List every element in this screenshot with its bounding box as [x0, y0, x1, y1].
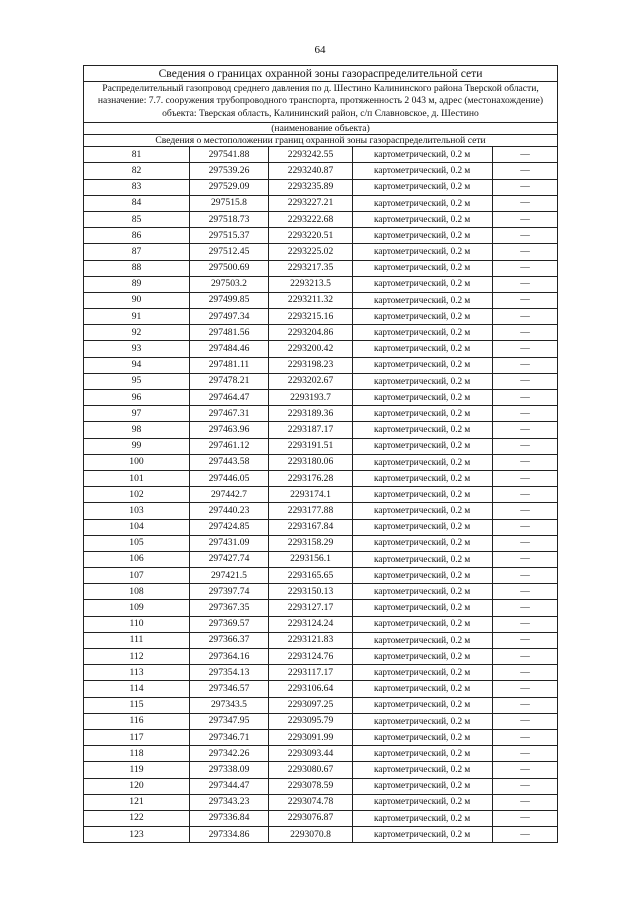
coordinate-x: 297347.95: [190, 713, 269, 729]
point-number: 90: [84, 292, 190, 308]
point-description: —: [493, 665, 558, 681]
point-number: 83: [84, 179, 190, 195]
table-row: [84, 147, 558, 163]
coordinate-y: 2293177.88: [269, 503, 353, 519]
table-row: [84, 746, 558, 762]
method-accuracy: картометрический, 0.2 м: [353, 422, 493, 438]
point-number: 105: [84, 535, 190, 551]
coordinate-y: 2293215.16: [269, 309, 353, 325]
coordinate-x: 297369.57: [190, 616, 269, 632]
point-description: —: [493, 228, 558, 244]
coordinate-y: 2293198.23: [269, 357, 353, 373]
coordinate-x: 297512.45: [190, 244, 269, 260]
coordinate-x: 297515.8: [190, 195, 269, 211]
coordinate-y: 2293117.17: [269, 665, 353, 681]
boundary-document: [83, 65, 557, 843]
point-description: —: [493, 568, 558, 584]
point-description: —: [493, 697, 558, 713]
method-accuracy: картометрический, 0.2 м: [353, 584, 493, 600]
coordinate-y: 2293176.28: [269, 470, 353, 486]
point-number: 84: [84, 195, 190, 211]
point-number: 115: [84, 697, 190, 713]
point-description: —: [493, 341, 558, 357]
coordinate-y: 2293242.55: [269, 147, 353, 163]
coordinate-x: 297354.13: [190, 665, 269, 681]
coordinate-y: 2293225.02: [269, 244, 353, 260]
method-accuracy: картометрический, 0.2 м: [353, 810, 493, 826]
table-row: [84, 276, 558, 292]
point-description: —: [493, 600, 558, 616]
point-description: —: [493, 211, 558, 227]
coordinate-y: 2293076.87: [269, 810, 353, 826]
point-description: —: [493, 616, 558, 632]
method-accuracy: картометрический, 0.2 м: [353, 292, 493, 308]
coordinate-y: 2293124.24: [269, 616, 353, 632]
coordinate-y: 2293156.1: [269, 551, 353, 567]
table-row: [84, 260, 558, 276]
coordinate-y: 2293222.68: [269, 211, 353, 227]
point-description: —: [493, 487, 558, 503]
method-accuracy: картометрический, 0.2 м: [353, 179, 493, 195]
coordinate-y: 2293240.87: [269, 163, 353, 179]
coordinate-x: 297442.7: [190, 487, 269, 503]
coordinate-x: 297427.74: [190, 551, 269, 567]
method-accuracy: картометрический, 0.2 м: [353, 211, 493, 227]
coordinate-y: 2293093.44: [269, 746, 353, 762]
method-accuracy: картометрический, 0.2 м: [353, 406, 493, 422]
coordinate-y: 2293150.13: [269, 584, 353, 600]
method-accuracy: картометрический, 0.2 м: [353, 341, 493, 357]
method-accuracy: картометрический, 0.2 м: [353, 778, 493, 794]
table-row: [84, 535, 558, 551]
point-number: 99: [84, 438, 190, 454]
point-description: —: [493, 778, 558, 794]
table-row: [84, 454, 558, 470]
coordinate-y: 2293078.59: [269, 778, 353, 794]
point-number: 108: [84, 584, 190, 600]
coordinate-x: 297440.23: [190, 503, 269, 519]
coordinate-x: 297424.85: [190, 519, 269, 535]
method-accuracy: картометрический, 0.2 м: [353, 487, 493, 503]
method-accuracy: картометрический, 0.2 м: [353, 729, 493, 745]
method-accuracy: картометрический, 0.2 м: [353, 713, 493, 729]
method-accuracy: картометрический, 0.2 м: [353, 827, 493, 843]
page-number: 64: [314, 44, 326, 56]
point-number: 81: [84, 147, 190, 163]
coordinate-y: 2293220.51: [269, 228, 353, 244]
coordinate-x: 297443.58: [190, 454, 269, 470]
point-description: —: [493, 422, 558, 438]
table-row: [84, 584, 558, 600]
coordinate-x: 297431.09: [190, 535, 269, 551]
point-description: —: [493, 276, 558, 292]
point-number: 94: [84, 357, 190, 373]
point-description: —: [493, 260, 558, 276]
object-label: (наименование объекта): [84, 123, 558, 135]
location-label: Сведения о местоположении границ охранной зоны газораспределительной сети: [84, 135, 558, 147]
coordinate-x: 297500.69: [190, 260, 269, 276]
point-number: 82: [84, 163, 190, 179]
point-description: —: [493, 373, 558, 389]
point-description: —: [493, 713, 558, 729]
point-description: —: [493, 292, 558, 308]
point-description: —: [493, 454, 558, 470]
table-row: [84, 163, 558, 179]
header-object-label-row: [84, 123, 558, 135]
coordinate-x: 297421.5: [190, 568, 269, 584]
point-number: 87: [84, 244, 190, 260]
coordinate-x: 297461.12: [190, 438, 269, 454]
method-accuracy: картометрический, 0.2 м: [353, 649, 493, 665]
point-number: 107: [84, 568, 190, 584]
point-description: —: [493, 309, 558, 325]
table-row: [84, 794, 558, 810]
table-row: [84, 373, 558, 389]
point-description: —: [493, 827, 558, 843]
coordinate-y: 2293074.78: [269, 794, 353, 810]
coordinate-y: 2293202.67: [269, 373, 353, 389]
coordinate-x: 297346.71: [190, 729, 269, 745]
coordinate-x: 297397.74: [190, 584, 269, 600]
point-number: 102: [84, 487, 190, 503]
coordinate-x: 297334.86: [190, 827, 269, 843]
point-description: —: [493, 810, 558, 826]
coordinate-y: 2293189.36: [269, 406, 353, 422]
point-number: 97: [84, 406, 190, 422]
method-accuracy: картометрический, 0.2 м: [353, 681, 493, 697]
coordinate-x: 297503.2: [190, 276, 269, 292]
header-description-row: [84, 82, 558, 123]
method-accuracy: картометрический, 0.2 м: [353, 519, 493, 535]
table-row: [84, 762, 558, 778]
coordinate-y: 2293193.7: [269, 390, 353, 406]
point-description: —: [493, 179, 558, 195]
coordinate-y: 2293211.32: [269, 292, 353, 308]
table-row: [84, 568, 558, 584]
point-description: —: [493, 762, 558, 778]
table-row: [84, 697, 558, 713]
table-row: [84, 406, 558, 422]
method-accuracy: картометрический, 0.2 м: [353, 276, 493, 292]
coordinate-x: 297464.47: [190, 390, 269, 406]
point-description: —: [493, 244, 558, 260]
method-accuracy: картометрический, 0.2 м: [353, 568, 493, 584]
method-accuracy: картометрический, 0.2 м: [353, 373, 493, 389]
point-description: —: [493, 551, 558, 567]
method-accuracy: картометрический, 0.2 м: [353, 535, 493, 551]
coordinate-x: 297529.09: [190, 179, 269, 195]
table-row: [84, 778, 558, 794]
point-number: 122: [84, 810, 190, 826]
point-description: —: [493, 470, 558, 486]
point-number: 119: [84, 762, 190, 778]
coordinate-y: 2293191.51: [269, 438, 353, 454]
coordinate-x: 297497.34: [190, 309, 269, 325]
point-number: 116: [84, 713, 190, 729]
point-number: 89: [84, 276, 190, 292]
table-row: [84, 827, 558, 843]
method-accuracy: картометрический, 0.2 м: [353, 147, 493, 163]
document-title: Сведения о границах охранной зоны газораспределительной сети: [84, 66, 558, 82]
point-description: —: [493, 195, 558, 211]
table-row: [84, 681, 558, 697]
point-description: —: [493, 503, 558, 519]
point-description: —: [493, 729, 558, 745]
point-description: —: [493, 325, 558, 341]
coordinates-table: [83, 65, 558, 843]
table-row: [84, 632, 558, 648]
point-description: —: [493, 163, 558, 179]
method-accuracy: картометрический, 0.2 м: [353, 665, 493, 681]
point-description: —: [493, 794, 558, 810]
method-accuracy: картометрический, 0.2 м: [353, 503, 493, 519]
table-row: [84, 487, 558, 503]
method-accuracy: картометрический, 0.2 м: [353, 244, 493, 260]
method-accuracy: картометрический, 0.2 м: [353, 390, 493, 406]
point-number: 106: [84, 551, 190, 567]
table-row: [84, 422, 558, 438]
method-accuracy: картометрический, 0.2 м: [353, 438, 493, 454]
coordinate-y: 2293106.64: [269, 681, 353, 697]
coordinate-x: 297446.05: [190, 470, 269, 486]
coordinate-x: 297499.85: [190, 292, 269, 308]
table-row: [84, 470, 558, 486]
method-accuracy: картометрический, 0.2 м: [353, 600, 493, 616]
method-accuracy: картометрический, 0.2 м: [353, 632, 493, 648]
point-description: —: [493, 535, 558, 551]
coordinate-x: 297338.09: [190, 762, 269, 778]
coordinate-x: 297481.11: [190, 357, 269, 373]
header-title-row: [84, 66, 558, 82]
point-number: 123: [84, 827, 190, 843]
table-row: [84, 503, 558, 519]
point-number: 93: [84, 341, 190, 357]
coordinate-x: 297364.16: [190, 649, 269, 665]
table-row: [84, 211, 558, 227]
point-description: —: [493, 681, 558, 697]
coordinate-y: 2293091.99: [269, 729, 353, 745]
point-number: 112: [84, 649, 190, 665]
table-row: [84, 519, 558, 535]
point-number: 110: [84, 616, 190, 632]
point-number: 111: [84, 632, 190, 648]
coordinate-y: 2293080.67: [269, 762, 353, 778]
point-description: —: [493, 438, 558, 454]
method-accuracy: картометрический, 0.2 м: [353, 794, 493, 810]
point-number: 109: [84, 600, 190, 616]
point-number: 95: [84, 373, 190, 389]
method-accuracy: картометрический, 0.2 м: [353, 309, 493, 325]
coordinate-y: 2293174.1: [269, 487, 353, 503]
point-number: 113: [84, 665, 190, 681]
object-description: Распределительный газопровод среднего давления по д. Шестино Калининского района Тверской области, назначение: 7.7. сооружения трубопроводного транспорта, протяженность 2 043 м, адрес (местонахождение) объекта: Тверская область, Калининский район, с/п Славновское, д. Шестино: [84, 82, 558, 123]
header-location-row: [84, 135, 558, 147]
table-row: [84, 665, 558, 681]
coordinate-y: 2293180.06: [269, 454, 353, 470]
coordinate-x: 297336.84: [190, 810, 269, 826]
coordinate-x: 297539.26: [190, 163, 269, 179]
coordinate-y: 2293124.76: [269, 649, 353, 665]
table-row: [84, 357, 558, 373]
point-number: 85: [84, 211, 190, 227]
coordinate-y: 2293127.17: [269, 600, 353, 616]
coordinate-y: 2293187.17: [269, 422, 353, 438]
coordinate-y: 2293095.79: [269, 713, 353, 729]
table-row: [84, 438, 558, 454]
coordinate-y: 2293200.42: [269, 341, 353, 357]
point-number: 114: [84, 681, 190, 697]
coordinate-x: 297515.37: [190, 228, 269, 244]
method-accuracy: картометрический, 0.2 м: [353, 551, 493, 567]
method-accuracy: картометрический, 0.2 м: [353, 357, 493, 373]
coordinate-x: 297541.88: [190, 147, 269, 163]
point-description: —: [493, 584, 558, 600]
table-row: [84, 649, 558, 665]
table-row: [84, 390, 558, 406]
method-accuracy: картометрический, 0.2 м: [353, 260, 493, 276]
point-description: —: [493, 746, 558, 762]
coordinate-x: 297478.21: [190, 373, 269, 389]
table-row: [84, 292, 558, 308]
point-number: 101: [84, 470, 190, 486]
point-number: 121: [84, 794, 190, 810]
point-description: —: [493, 519, 558, 535]
point-number: 98: [84, 422, 190, 438]
point-number: 88: [84, 260, 190, 276]
coordinate-x: 297484.46: [190, 341, 269, 357]
table-row: [84, 325, 558, 341]
table-row: [84, 309, 558, 325]
method-accuracy: картометрический, 0.2 м: [353, 762, 493, 778]
table-row: [84, 551, 558, 567]
point-number: 120: [84, 778, 190, 794]
coordinate-x: 297342.26: [190, 746, 269, 762]
method-accuracy: картометрический, 0.2 м: [353, 228, 493, 244]
coordinate-y: 2293217.35: [269, 260, 353, 276]
coordinate-y: 2293204.86: [269, 325, 353, 341]
method-accuracy: картометрический, 0.2 м: [353, 746, 493, 762]
coordinate-y: 2293070.8: [269, 827, 353, 843]
table-row: [84, 341, 558, 357]
point-description: —: [493, 406, 558, 422]
point-number: 91: [84, 309, 190, 325]
coordinate-x: 297343.5: [190, 697, 269, 713]
coordinate-y: 2293227.21: [269, 195, 353, 211]
coordinate-y: 2293167.84: [269, 519, 353, 535]
point-number: 118: [84, 746, 190, 762]
coordinate-y: 2293165.65: [269, 568, 353, 584]
point-number: 117: [84, 729, 190, 745]
coordinate-x: 297344.47: [190, 778, 269, 794]
point-number: 96: [84, 390, 190, 406]
coordinate-x: 297481.56: [190, 325, 269, 341]
point-number: 86: [84, 228, 190, 244]
method-accuracy: картометрический, 0.2 м: [353, 454, 493, 470]
point-number: 104: [84, 519, 190, 535]
coordinate-x: 297346.57: [190, 681, 269, 697]
coordinate-x: 297367.35: [190, 600, 269, 616]
table-row: [84, 244, 558, 260]
table-row: [84, 600, 558, 616]
table-row: [84, 195, 558, 211]
coordinate-y: 2293213.5: [269, 276, 353, 292]
coordinate-x: 297366.37: [190, 632, 269, 648]
table-row: [84, 729, 558, 745]
point-description: —: [493, 357, 558, 373]
method-accuracy: картометрический, 0.2 м: [353, 470, 493, 486]
method-accuracy: картометрический, 0.2 м: [353, 697, 493, 713]
coordinate-x: 297463.96: [190, 422, 269, 438]
point-description: —: [493, 632, 558, 648]
point-number: 92: [84, 325, 190, 341]
method-accuracy: картометрический, 0.2 м: [353, 616, 493, 632]
coordinate-y: 2293121.83: [269, 632, 353, 648]
point-description: —: [493, 390, 558, 406]
method-accuracy: картометрический, 0.2 м: [353, 163, 493, 179]
method-accuracy: картометрический, 0.2 м: [353, 195, 493, 211]
coordinate-y: 2293235.89: [269, 179, 353, 195]
point-description: —: [493, 649, 558, 665]
table-row: [84, 616, 558, 632]
table-row: [84, 179, 558, 195]
method-accuracy: картометрический, 0.2 м: [353, 325, 493, 341]
coordinate-x: 297467.31: [190, 406, 269, 422]
coordinate-y: 2293097.25: [269, 697, 353, 713]
coordinate-y: 2293158.29: [269, 535, 353, 551]
point-number: 103: [84, 503, 190, 519]
point-description: —: [493, 147, 558, 163]
point-number: 100: [84, 454, 190, 470]
coordinate-x: 297518.73: [190, 211, 269, 227]
coordinate-x: 297343.23: [190, 794, 269, 810]
table-row: [84, 810, 558, 826]
table-row: [84, 228, 558, 244]
table-row: [84, 713, 558, 729]
